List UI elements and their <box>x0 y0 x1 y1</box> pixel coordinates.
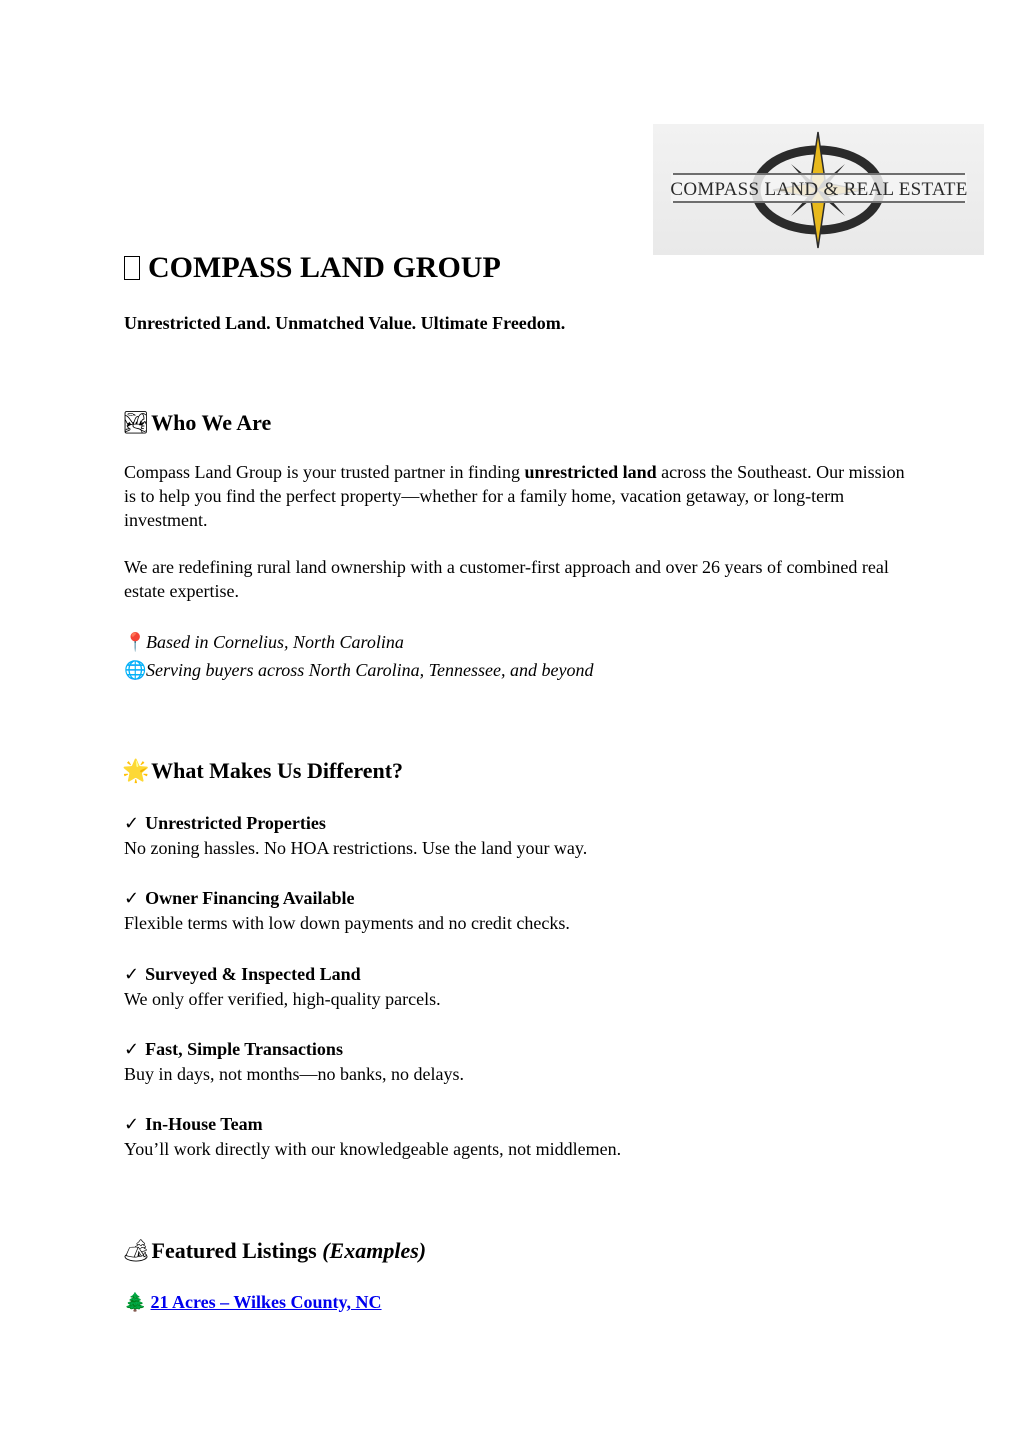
feature-desc: You’ll work directly with our knowledgeable agents, not middlemen. <box>124 1139 622 1159</box>
section-heading-who-we-are: 🏞 Who We Are <box>122 408 271 439</box>
pushpin-icon: 📍 <box>124 632 147 653</box>
who-we-are-paragraph-1: Compass Land Group is your trusted partner in finding unrestricted land across the Southeast. Our mission is to help you find the perfect property—whether for a family home, vacation getaway, or long-term investment. <box>124 462 905 530</box>
feature-item: ✓ Owner Financing Available Flexible terms with low down payments and no credit checks. <box>124 888 570 933</box>
checkmark-icon: ✓ <box>124 813 140 834</box>
section-heading-featured: 🏕 Featured Listings (Examples) <box>122 1236 426 1267</box>
page-title: COMPASS LAND GROUP <box>124 248 501 288</box>
company-logo <box>653 124 984 255</box>
section-heading-different: 🌟 What Makes Us Different? <box>122 756 403 787</box>
checkmark-icon: ✓ <box>124 888 140 909</box>
listing-link[interactable]: 21 Acres – Wilkes County, NC <box>150 1292 382 1312</box>
checkmark-icon: ✓ <box>124 1039 140 1060</box>
tagline: Unrestricted Land. Unmatched Value. Ultimate Freedom. <box>124 313 566 333</box>
serving-line: 🌐Serving buyers across North Carolina, Tennessee, and beyond <box>124 660 594 681</box>
feature-item: ✓ In-House Team You’ll work directly with our knowledgeable agents, not middlemen. <box>124 1114 622 1159</box>
feature-item: ✓ Surveyed & Inspected Land We only offer verified, high-quality parcels. <box>124 964 441 1009</box>
feature-desc: Flexible terms with low down payments and no credit checks. <box>124 913 570 933</box>
who-we-are-paragraph-2: We are redefining rural land ownership with a customer-first approach and over 26 years of combined real estate expertise. <box>124 557 889 601</box>
checkmark-icon: ✓ <box>124 964 140 985</box>
feature-desc: Buy in days, not months—no banks, no delays. <box>124 1064 464 1084</box>
location-line: 📍Based in Cornelius, North Carolina <box>124 632 404 653</box>
checkmark-icon: ✓ <box>124 1114 140 1135</box>
feature-item: ✓ Unrestricted Properties No zoning hassles. No HOA restrictions. Use the land your way. <box>124 813 588 858</box>
globe-icon: 🌐 <box>124 660 147 681</box>
logo-text: COMPASS LAND & REAL ESTATE <box>670 179 968 200</box>
missing-glyph-icon <box>124 256 140 280</box>
star-icon: 🌟 <box>122 759 150 784</box>
camping-icon: 🏕 <box>122 1239 150 1264</box>
national-park-icon: 🏞 <box>122 411 150 436</box>
feature-item: ✓ Fast, Simple Transactions Buy in days, not months—no banks, no delays. <box>124 1039 464 1084</box>
listing-item <box>124 1290 382 1315</box>
evergreen-tree-icon: 🌲 <box>124 1292 147 1313</box>
feature-desc: No zoning hassles. No HOA restrictions. Use the land your way. <box>124 838 588 858</box>
feature-desc: We only offer verified, high-quality parcels. <box>124 989 441 1009</box>
